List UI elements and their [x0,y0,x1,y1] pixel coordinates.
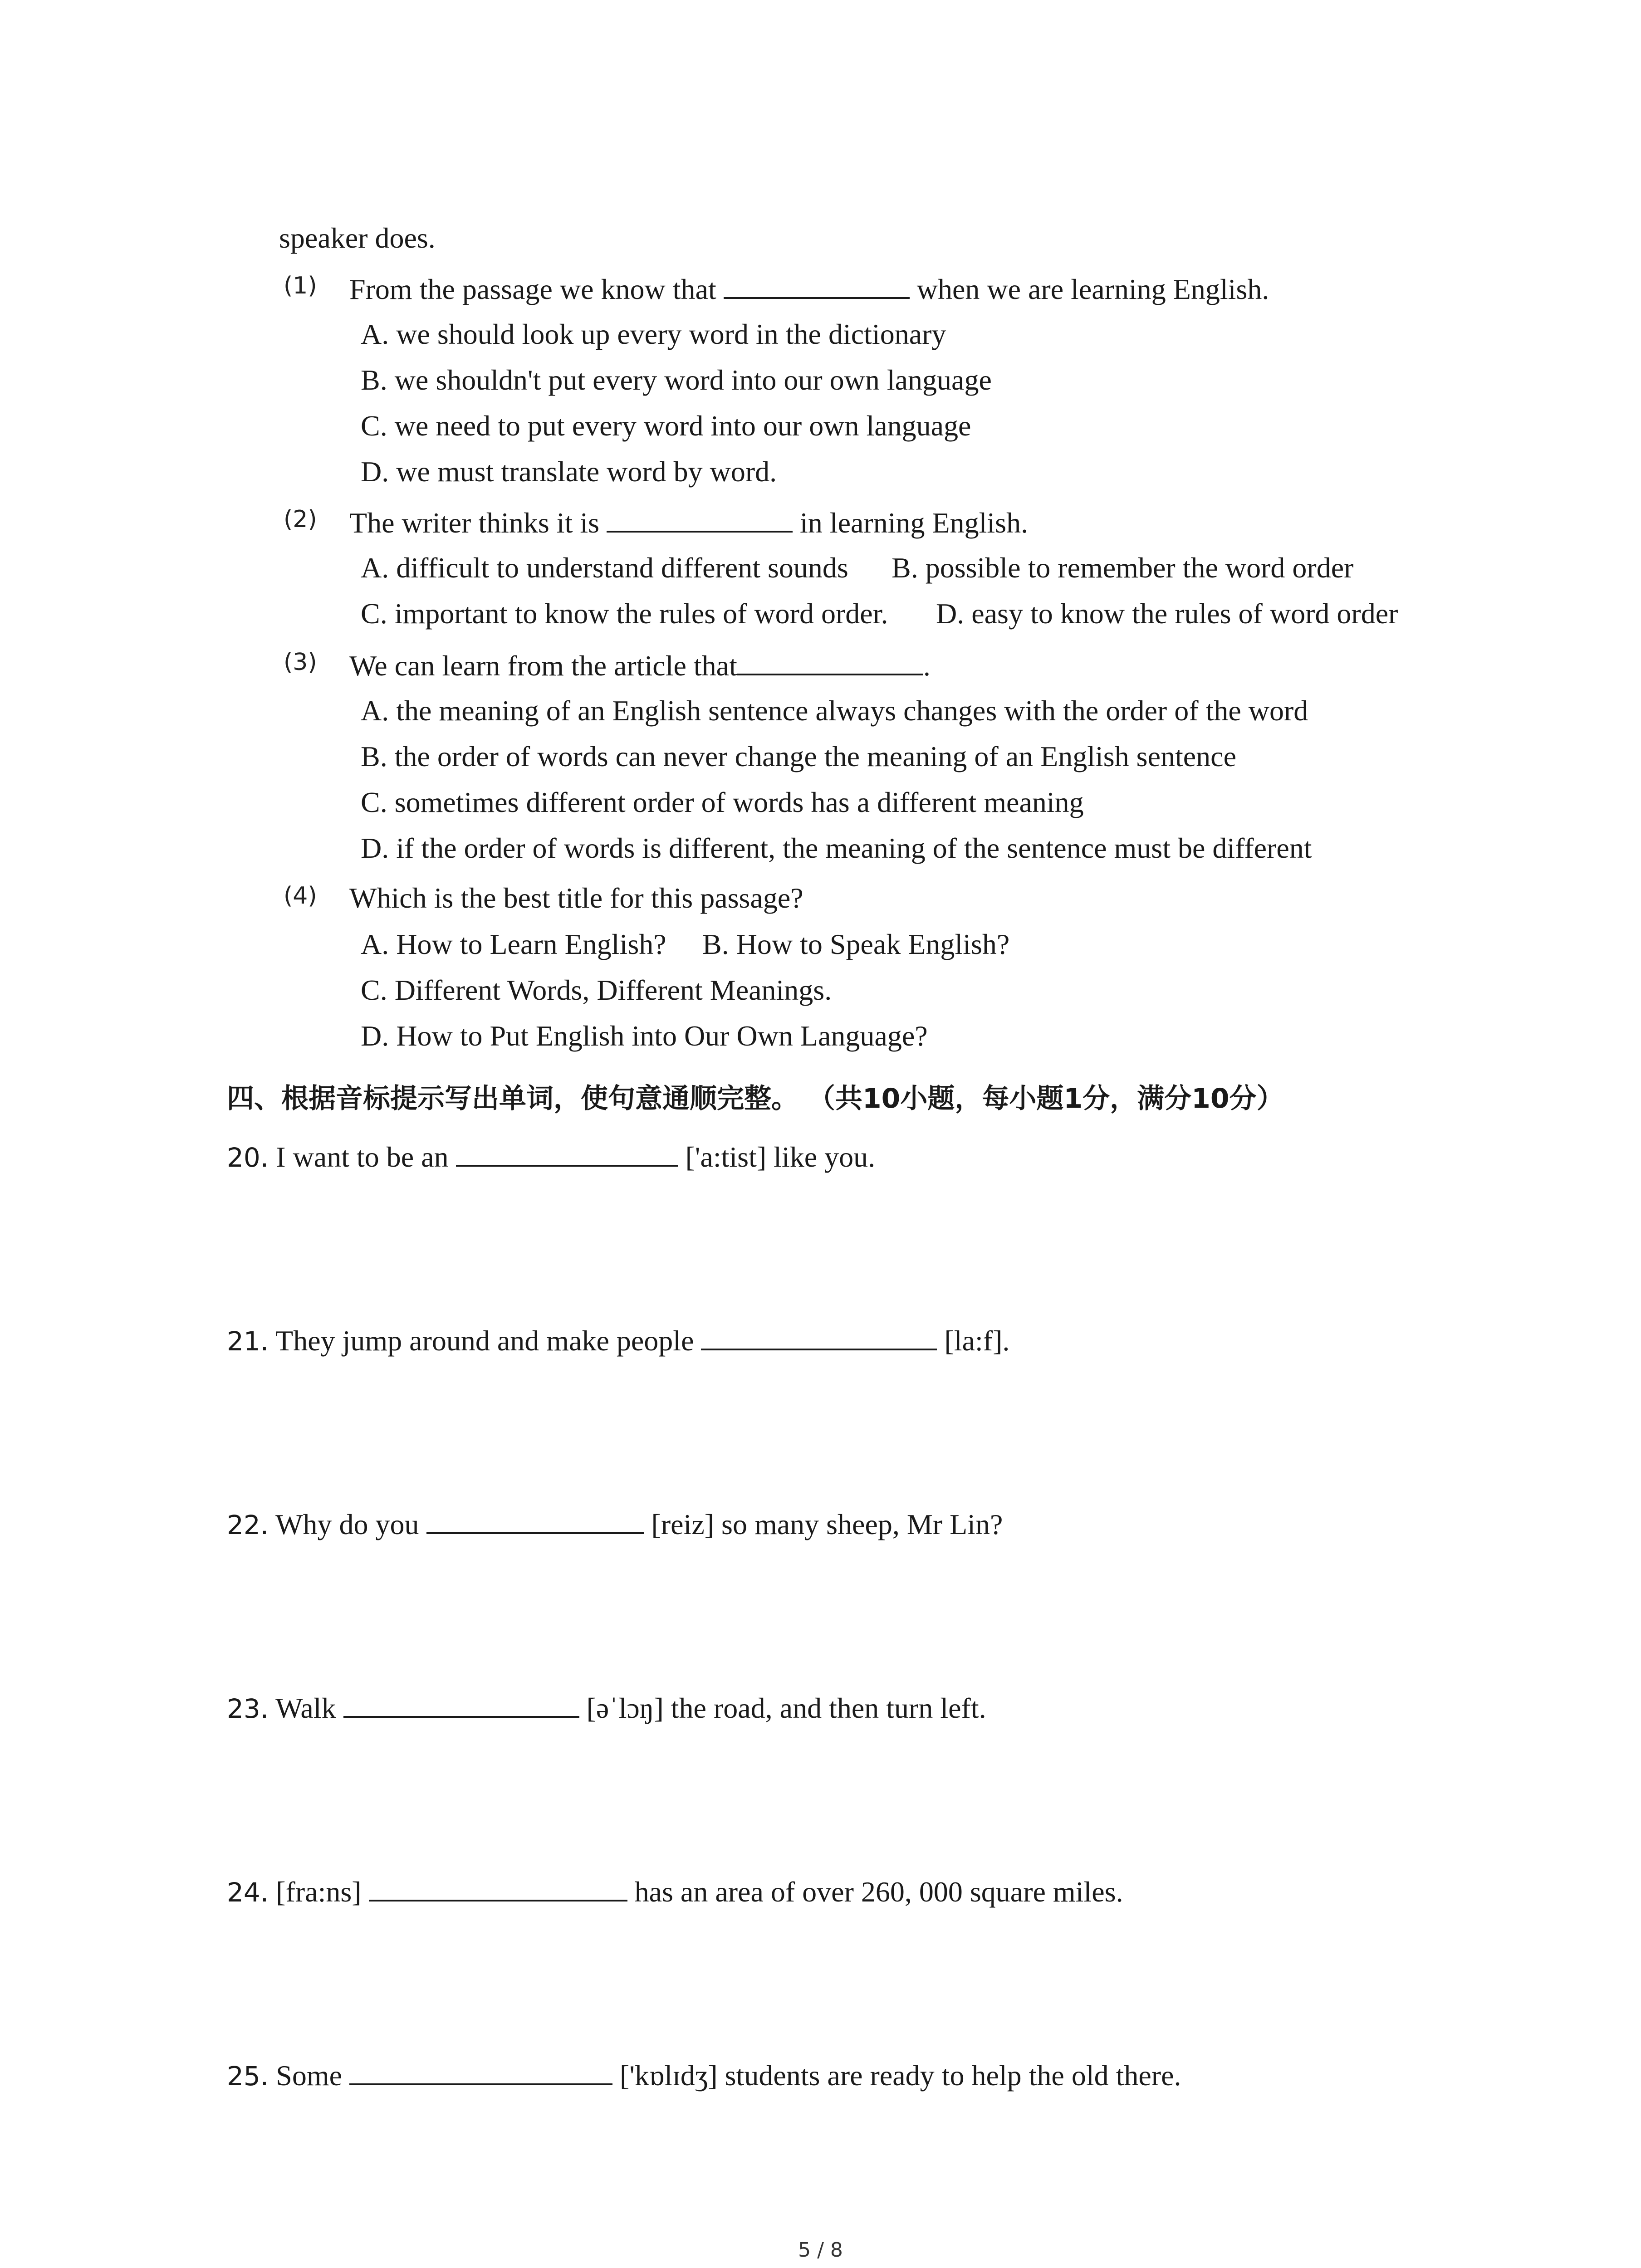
question-number: (3) [284,649,317,676]
option-a: A. the meaning of an English sentence always changes with the order of the word [361,694,1308,727]
option-c: C. Different Words, Different Meanings. [361,974,832,1006]
option-a: A. difficult to understand different sounds [361,552,848,584]
question-number: (2) [284,506,317,533]
stem-text: The writer thinks it is [349,507,600,539]
answer-blank[interactable] [343,1689,579,1718]
page-number: 5 / 8 [798,2239,843,2262]
item-text: [reiz] so many sheep, Mr Lin? [651,1508,1003,1540]
question-stem [349,270,1269,308]
item-text: [la:f]. [944,1325,1010,1357]
item-text: [əˈlɔŋ] the road, and then turn left. [586,1692,986,1724]
option-d: D. if the order of words is different, the meaning of the sentence must be different [361,832,1312,864]
stem-text: . [923,650,931,682]
option-b: B. the order of words can never change the meaning of an English sentence [361,740,1236,772]
item-text: ['kɒlɪdʒ] students are ready to help the old there. [620,2059,1181,2092]
question-stem [349,646,931,684]
passage-continuation: speaker does. [279,222,436,254]
option-c: C. sometimes different order of words has a different meaning [361,786,1084,818]
answer-blank[interactable] [426,1505,644,1534]
section-heading: 四、根据音标提示写出单词，使句意通顺完整。 （共10小题，每小题1分，满分10分） [227,1083,1284,1114]
stem-text: From the passage we know that [349,273,716,305]
fill-item [227,1321,1009,1359]
fill-item [227,1689,986,1727]
item-number: 23. [227,1693,269,1724]
option-d: D. easy to know the rules of word order [936,597,1398,630]
option-c: C. important to know the rules of word order. [361,597,888,630]
answer-blank[interactable] [349,2056,612,2085]
answer-blank[interactable] [456,1138,678,1167]
answer-blank[interactable] [607,503,793,533]
stem-text: We can learn from the article that [349,650,737,682]
item-number: 25. [227,2061,269,2092]
option-c: C. we need to put every word into our own language [361,410,971,442]
item-text: Why do you [275,1508,419,1540]
question-number: (1) [284,272,317,299]
item-text: ['a:tist] like you. [685,1141,876,1173]
item-text: has an area of over 260, 000 square miles. [634,1876,1123,1908]
option-b: B. How to Speak English? [702,928,1010,960]
fill-item [227,2056,1181,2094]
item-text: [fra:ns] [276,1876,362,1908]
item-number: 22. [227,1510,269,1540]
item-number: 24. [227,1877,269,1908]
answer-blank[interactable] [737,646,923,675]
stem-text: when we are learning English. [916,273,1269,305]
option-d: D. How to Put English into Our Own Language? [361,1020,928,1052]
answer-blank[interactable] [369,1872,627,1901]
item-text: They jump around and make people [275,1325,694,1357]
question-stem: Which is the best title for this passage? [349,882,803,914]
item-text: Some [276,2059,343,2092]
option-b: B. we shouldn't put every word into our own language [361,364,992,396]
option-b: B. possible to remember the word order [892,552,1354,584]
item-number: 20. [227,1142,269,1173]
fill-item [227,1505,1003,1543]
answer-blank[interactable] [701,1321,937,1350]
fill-item [227,1872,1123,1911]
fill-item [227,1138,875,1176]
item-number: 21. [227,1326,269,1357]
item-text: I want to be an [276,1141,449,1173]
option-d: D. we must translate word by word. [361,455,777,488]
answer-blank[interactable] [724,270,910,299]
item-text: Walk [275,1692,336,1724]
question-stem [349,503,1028,541]
question-number: (4) [284,882,317,909]
stem-text: in learning English. [800,507,1029,539]
option-a: A. we should look up every word in the dictionary [361,318,946,350]
option-a: A. How to Learn English? [361,928,666,960]
